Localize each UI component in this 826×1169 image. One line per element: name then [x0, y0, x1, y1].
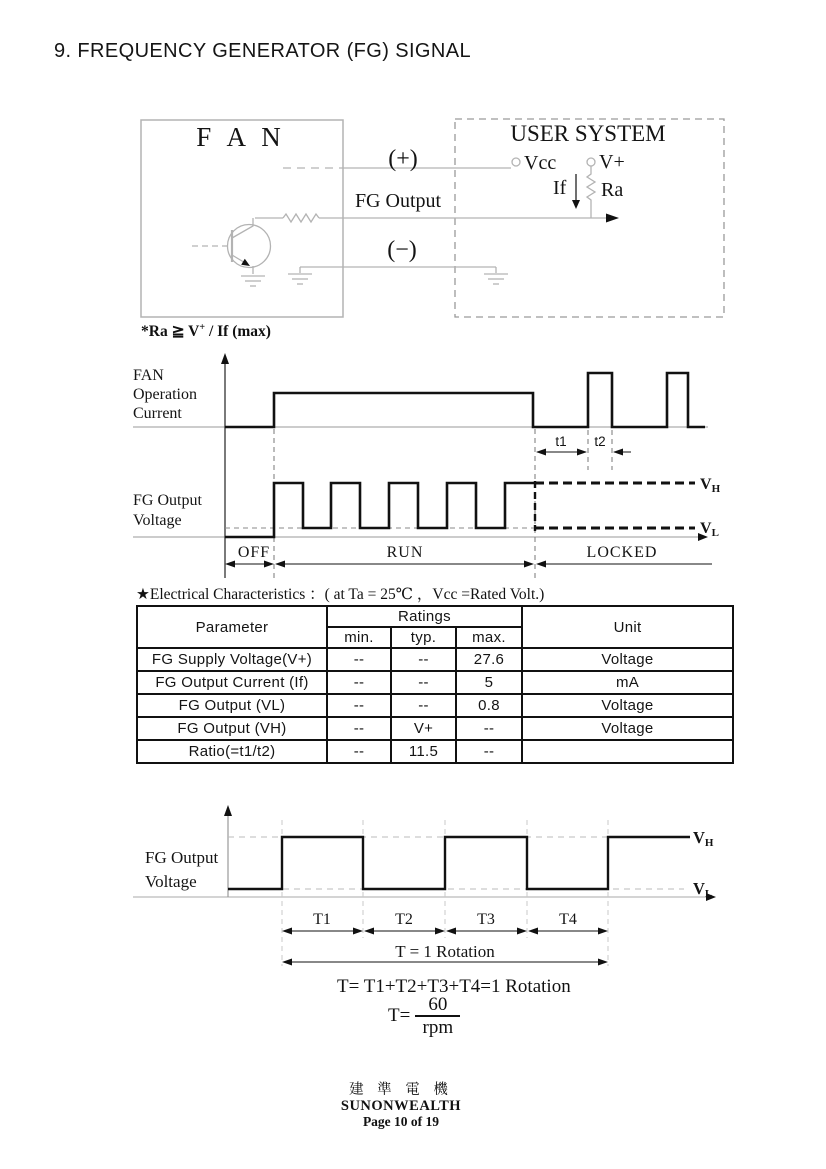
level-reference-lines [228, 837, 684, 889]
table-row [137, 740, 733, 763]
fg-label-line1: FG Output [145, 848, 219, 867]
cell-typ: 11.5 [391, 740, 456, 763]
cell-max: -- [456, 717, 522, 740]
axis-arrow-icon [221, 353, 229, 364]
vh-label: VH [700, 476, 721, 495]
vh-label: VH [693, 828, 714, 849]
ground-symbol [484, 274, 508, 284]
ra-formula-note: *Ra ≧ V+ / If (max) [141, 322, 271, 341]
ra-label: Ra [601, 179, 624, 201]
company-name-chinese: 建 準 電 機 [349, 1082, 453, 1098]
fraction [415, 995, 460, 1037]
plus-terminal-label: (+) [388, 146, 418, 172]
table-row [137, 648, 733, 671]
emitter-arrow-icon [241, 259, 250, 266]
electrical-characteristics-heading: ★Electrical Characteristics ：( at Ta = 25℃ ，Vcc =Rated Volt.) [136, 586, 545, 603]
minus-terminal-label: (−) [387, 237, 417, 263]
fg-output-arrow-icon [606, 214, 619, 223]
cell-max: -- [456, 740, 522, 763]
circuit-wires [192, 158, 606, 286]
cell-unit: Voltage [522, 694, 733, 717]
table-row [137, 717, 733, 740]
current-label-line3: Current [133, 405, 182, 422]
if-current-arrow-icon [572, 200, 580, 209]
t1-label: t1 [555, 434, 567, 449]
arrow-icon [613, 449, 623, 456]
rotation-sum-formula: T= T1+T2+T3+T4=1 Rotation [337, 976, 571, 997]
fg-label-line2: Voltage [145, 872, 197, 891]
t4-period-label: T4 [559, 911, 577, 928]
cell-min: -- [327, 648, 391, 671]
page-number: Page 10 of 19 [362, 1114, 440, 1129]
arrow-icon [275, 561, 285, 568]
cell-min: -- [327, 694, 391, 717]
ground-symbol [241, 276, 265, 286]
page-footer [291, 1082, 511, 1130]
off-label: OFF [237, 544, 271, 561]
cell-param: Ratio(=t1/t2) [137, 740, 327, 763]
fg-label-line1: FG Output [133, 492, 202, 509]
axis-arrow-icon [224, 805, 232, 816]
transistor [228, 225, 271, 268]
cell-typ: V+ [391, 717, 456, 740]
fg-circuit-diagram [140, 110, 730, 325]
if-label: If [553, 177, 567, 199]
arrow-icon [577, 449, 587, 456]
fraction-numerator: 60 [415, 995, 460, 1017]
t2-period-label: T2 [395, 911, 413, 928]
electrical-characteristics-table [136, 605, 734, 764]
current-label-line2: Operation [133, 386, 197, 403]
current-label-line1: FAN [133, 367, 164, 384]
cell-unit: Voltage [522, 717, 733, 740]
cell-max: 5 [456, 671, 522, 694]
column-header-typ: typ. [391, 627, 456, 648]
locked-label: LOCKED [586, 544, 658, 561]
cell-typ: -- [391, 694, 456, 717]
formula-t-prefix: T= [388, 1005, 411, 1026]
cell-unit [522, 740, 733, 763]
column-header-max: max. [456, 627, 522, 648]
arrow-icon [524, 561, 534, 568]
arrow-icon [264, 561, 274, 568]
cell-unit: Voltage [522, 648, 733, 671]
cell-typ: -- [391, 671, 456, 694]
t-rotation-label: T = 1 Rotation [395, 942, 495, 961]
cell-min: -- [327, 740, 391, 763]
run-label: RUN [386, 544, 424, 561]
fg-voltage-waveform [228, 837, 690, 889]
company-name-english: SUNONWEALTH [340, 1098, 462, 1114]
fg-rotation-diagram [128, 800, 728, 975]
column-header-ratings: Ratings [327, 606, 522, 627]
cell-min: -- [327, 717, 391, 740]
vplus-label: V+ [599, 151, 625, 173]
rotation-rpm-formula [388, 995, 460, 1037]
cell-typ: -- [391, 648, 456, 671]
cell-param: FG Output Current (If) [137, 671, 327, 694]
arrow-icon [536, 449, 546, 456]
t3-period-label: T3 [477, 911, 495, 928]
table-row [137, 671, 733, 694]
resistor-ra [587, 166, 595, 218]
fg-label-line2: Voltage [133, 512, 182, 529]
table-row [137, 694, 733, 717]
cell-unit: mA [522, 671, 733, 694]
page-title: 9. FREQUENCY GENERATOR (FG) SIGNAL [54, 40, 471, 62]
vcc-label: Vcc [524, 152, 557, 174]
cell-param: FG Output (VH) [137, 717, 327, 740]
arrow-icon [225, 561, 235, 568]
cell-param: FG Output (VL) [137, 694, 327, 717]
cell-max: 0.8 [456, 694, 522, 717]
vl-label: VL [693, 879, 713, 900]
vl-label: VL [700, 520, 719, 539]
resistor-base [283, 214, 319, 222]
cell-max: 27.6 [456, 648, 522, 671]
column-header-parameter: Parameter [137, 606, 327, 648]
user-system-label: USER SYSTEM [510, 121, 666, 146]
column-header-unit: Unit [522, 606, 733, 648]
fg-output-label: FG Output [354, 190, 442, 212]
ground-symbol [288, 274, 312, 284]
fraction-denominator: rpm [422, 1017, 454, 1038]
fan-label: F A N [196, 122, 286, 152]
t2-label: t2 [594, 434, 606, 449]
cell-min: -- [327, 671, 391, 694]
region-boundaries [274, 429, 612, 578]
fan-current-waveform [225, 373, 705, 427]
arrow-icon [536, 561, 546, 568]
fg-timing-diagram [128, 350, 728, 585]
cell-param: FG Supply Voltage(V+) [137, 648, 327, 671]
fg-voltage-waveform [225, 483, 535, 537]
t1-period-label: T1 [313, 911, 331, 928]
column-header-min: min. [327, 627, 391, 648]
